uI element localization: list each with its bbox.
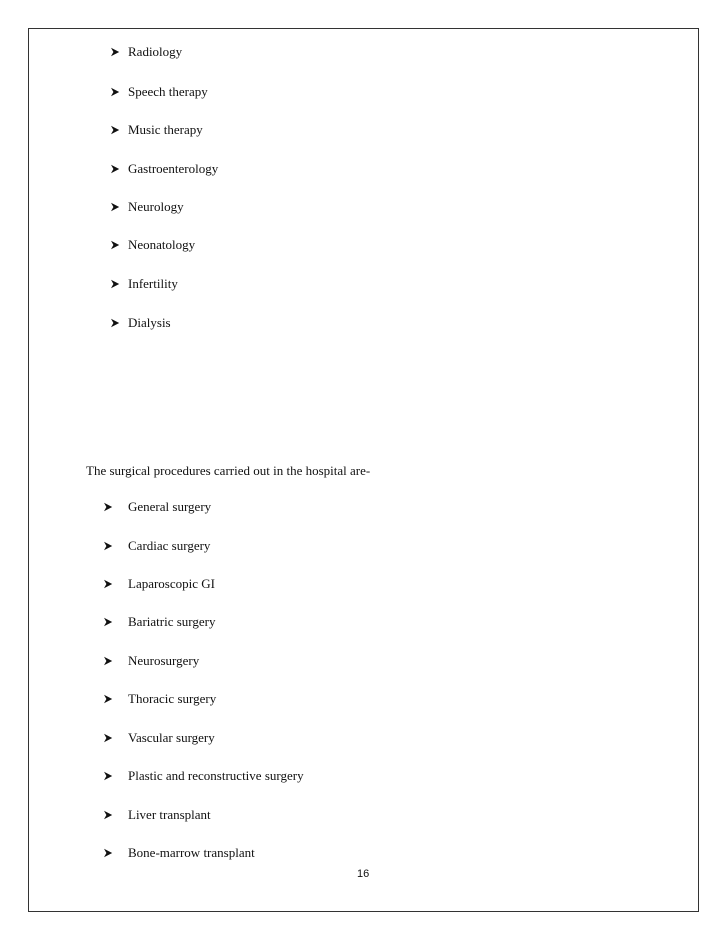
arrowhead-bullet-icon <box>110 313 124 333</box>
arrowhead-bullet-icon <box>103 574 117 594</box>
arrowhead-bullet-icon <box>103 689 117 709</box>
arrowhead-bullet-icon <box>103 728 117 748</box>
list-item-label: Vascular surgery <box>128 730 215 745</box>
arrowhead-bullet-icon <box>103 805 117 825</box>
arrowhead-bullet-icon <box>110 120 124 140</box>
arrowhead-bullet-icon <box>110 42 124 62</box>
arrowhead-bullet-icon <box>110 159 124 179</box>
list-item-label: Neurology <box>128 199 184 214</box>
arrowhead-bullet-icon <box>103 612 117 632</box>
arrowhead-bullet-icon <box>110 274 124 294</box>
list-item-label: Gastroenterology <box>128 161 219 176</box>
arrowhead-bullet-icon <box>103 536 117 556</box>
list-item-label: Liver transplant <box>128 807 211 822</box>
list-item-label: Infertility <box>128 276 178 291</box>
arrowhead-bullet-icon <box>103 497 117 517</box>
arrowhead-bullet-icon <box>103 651 117 671</box>
list-item-label: Dialysis <box>128 315 171 330</box>
arrowhead-bullet-icon <box>110 197 124 217</box>
list-item-label: Plastic and reconstructive surgery <box>128 768 304 783</box>
list-item-label: Bone-marrow transplant <box>128 845 255 860</box>
list-item-label: Thoracic surgery <box>128 691 217 706</box>
list-item-label: Bariatric surgery <box>128 614 216 629</box>
surgical-intro-text: The surgical procedures carried out in the hospital are- <box>86 463 371 478</box>
arrowhead-bullet-icon <box>103 843 117 863</box>
list-item-label: Cardiac surgery <box>128 538 211 553</box>
list-item-label: Neonatology <box>128 237 196 252</box>
list-item-label: Speech therapy <box>128 84 208 99</box>
page-number: 16 <box>357 868 370 880</box>
list-item-label: Neurosurgery <box>128 653 200 668</box>
arrowhead-bullet-icon <box>110 235 124 255</box>
list-item-label: Laparoscopic GI <box>128 576 215 591</box>
list-item-label: Music therapy <box>128 122 203 137</box>
list-item-label: General surgery <box>128 499 212 514</box>
arrowhead-bullet-icon <box>103 766 117 786</box>
arrowhead-bullet-icon <box>110 82 124 102</box>
list-item-label: Radiology <box>128 44 183 59</box>
